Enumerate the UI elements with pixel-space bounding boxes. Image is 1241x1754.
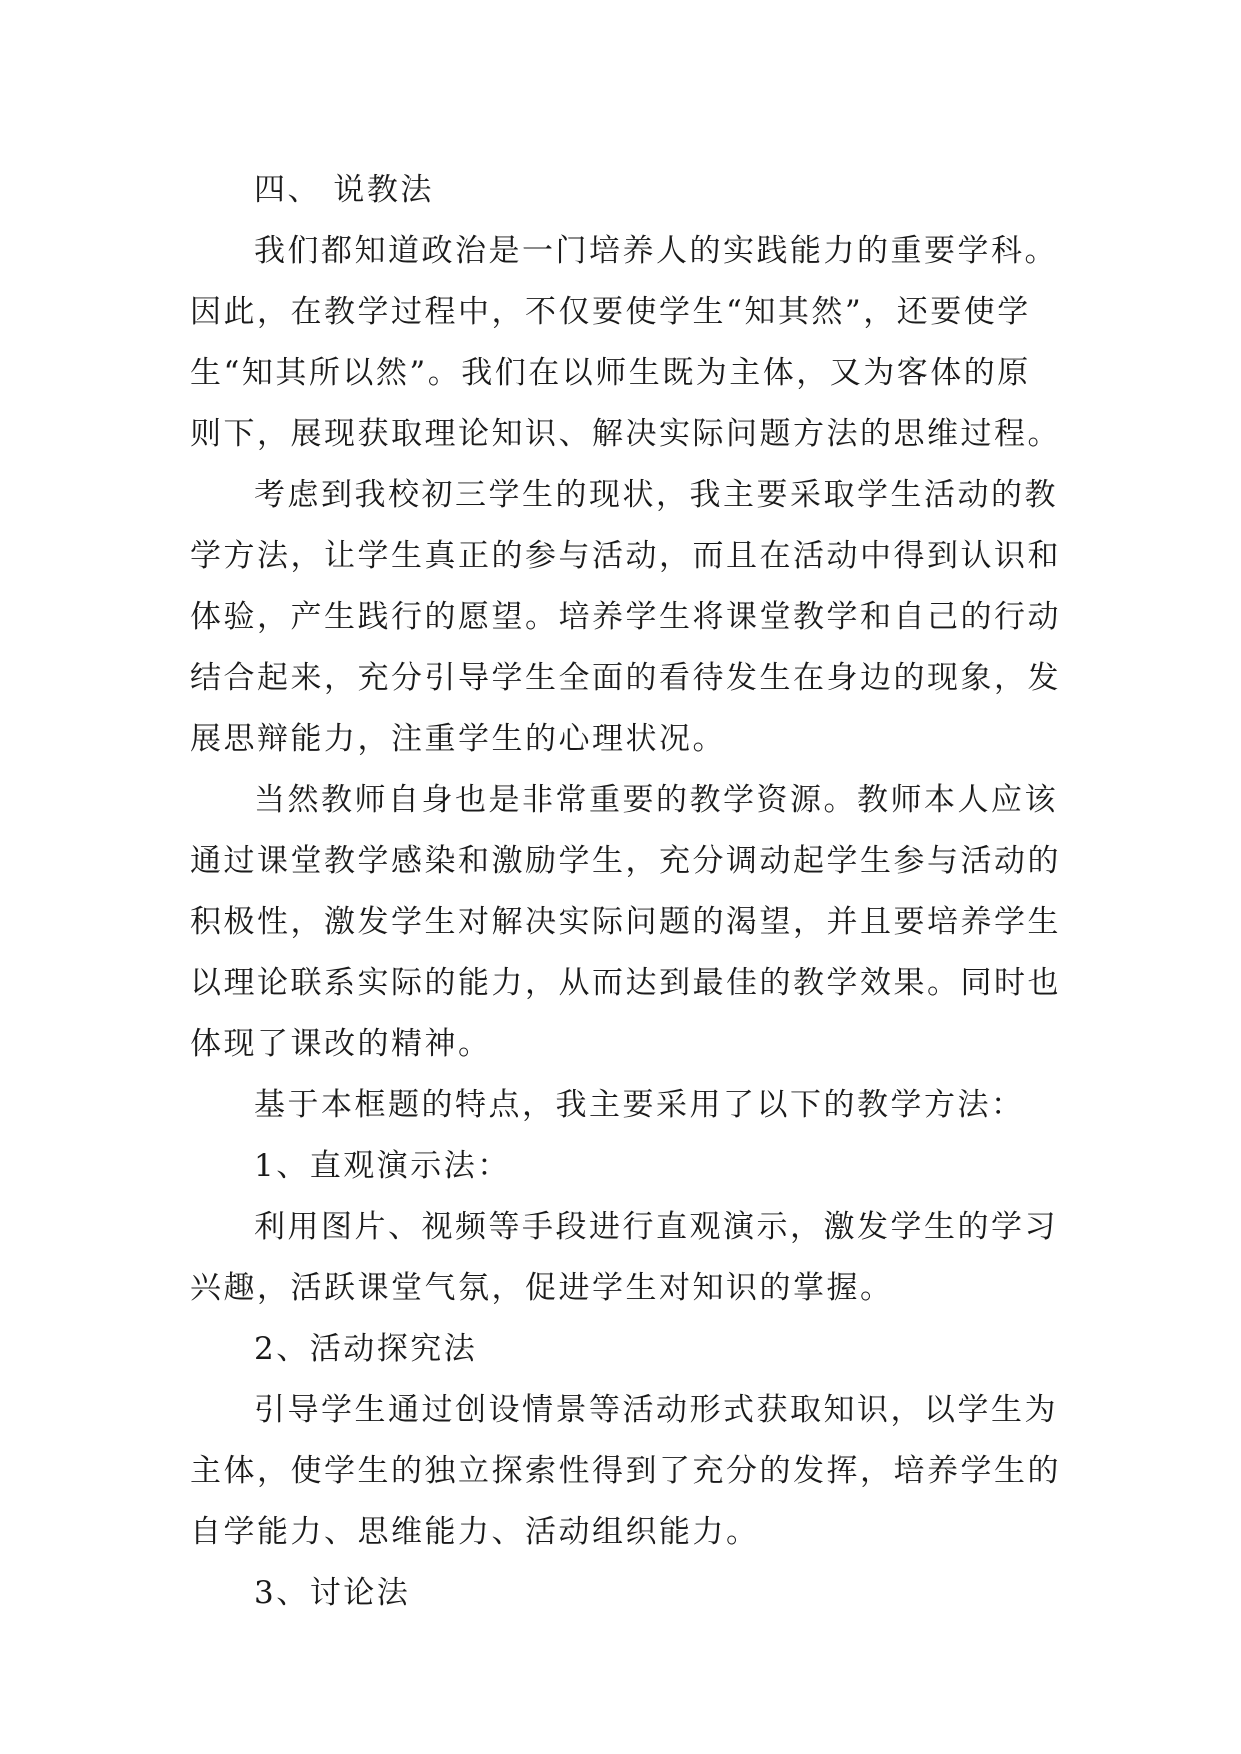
paragraph-line: 兴趣，活跃课堂气氛，促进学生对知识的掌握。 xyxy=(190,1270,894,1306)
method-heading-3 xyxy=(190,1563,1060,1624)
section-heading: 四、 说教法 xyxy=(254,172,434,208)
paragraph-line: 以理论联系实际的能力，从而达到最佳的教学效果。同时也 xyxy=(190,965,1061,1001)
paragraph-method-1 xyxy=(190,1197,1060,1319)
paragraph-line: 因此，在教学过程中，不仅要使学生“知其然”，还要使学 xyxy=(190,294,1031,330)
paragraph-line: 自学能力、思维能力、活动组织能力。 xyxy=(190,1514,760,1550)
method-heading-2 xyxy=(190,1319,1060,1380)
paragraph-line: 引导学生通过创设情景等活动形式获取知识，以学生为 xyxy=(254,1392,1058,1428)
paragraph-line: 展思辩能力，注重学生的心理状况。 xyxy=(190,721,726,757)
method-heading-1 xyxy=(190,1136,1060,1197)
method-title: 2、活动探究法 xyxy=(254,1331,478,1367)
paragraph-line: 体验，产生践行的愿望。培养学生将课堂教学和自己的行动 xyxy=(190,599,1061,635)
paragraph-line: 则下，展现获取理论知识、解决实际问题方法的思维过程。 xyxy=(190,416,1061,452)
document-body xyxy=(190,160,1060,1624)
method-title: 3、讨论法 xyxy=(254,1575,411,1611)
paragraph-line: 基于本框题的特点，我主要采用了以下的教学方法： xyxy=(254,1087,1025,1123)
paragraph-line: 利用图片、视频等手段进行直观演示，激发学生的学习 xyxy=(254,1209,1058,1245)
paragraph-line: 积极性，激发学生对解决实际问题的渴望，并且要培养学生 xyxy=(190,904,1061,940)
paragraph-line: 通过课堂教学感染和激励学生，充分调动起学生参与活动的 xyxy=(190,843,1061,879)
paragraph-line: 我们都知道政治是一门培养人的实践能力的重要学科。 xyxy=(254,233,1058,269)
paragraph-line: 体现了课改的精神。 xyxy=(190,1026,492,1062)
paragraph-line: 生“知其所以然”。我们在以师生既为主体，又为客体的原 xyxy=(190,355,1031,391)
paragraph-methods-intro xyxy=(190,1075,1060,1136)
paragraph-line: 结合起来，充分引导学生全面的看待发生在身边的现象，发 xyxy=(190,660,1061,696)
method-title: 1、直观演示法： xyxy=(254,1148,511,1184)
paragraph-teacher-resource xyxy=(190,770,1060,1075)
paragraph-line: 当然教师自身也是非常重要的教学资源。教师本人应该 xyxy=(254,782,1058,818)
paragraph-teaching-philosophy xyxy=(190,221,1060,465)
paragraph-method-2 xyxy=(190,1380,1060,1563)
paragraph-line: 学方法，让学生真正的参与活动，而且在活动中得到认识和 xyxy=(190,538,1061,574)
paragraph-line: 考虑到我校初三学生的现状，我主要采取学生活动的教 xyxy=(254,477,1058,513)
paragraph-student-activity xyxy=(190,465,1060,770)
paragraph-line: 主体，使学生的独立探索性得到了充分的发挥，培养学生的 xyxy=(190,1453,1061,1489)
